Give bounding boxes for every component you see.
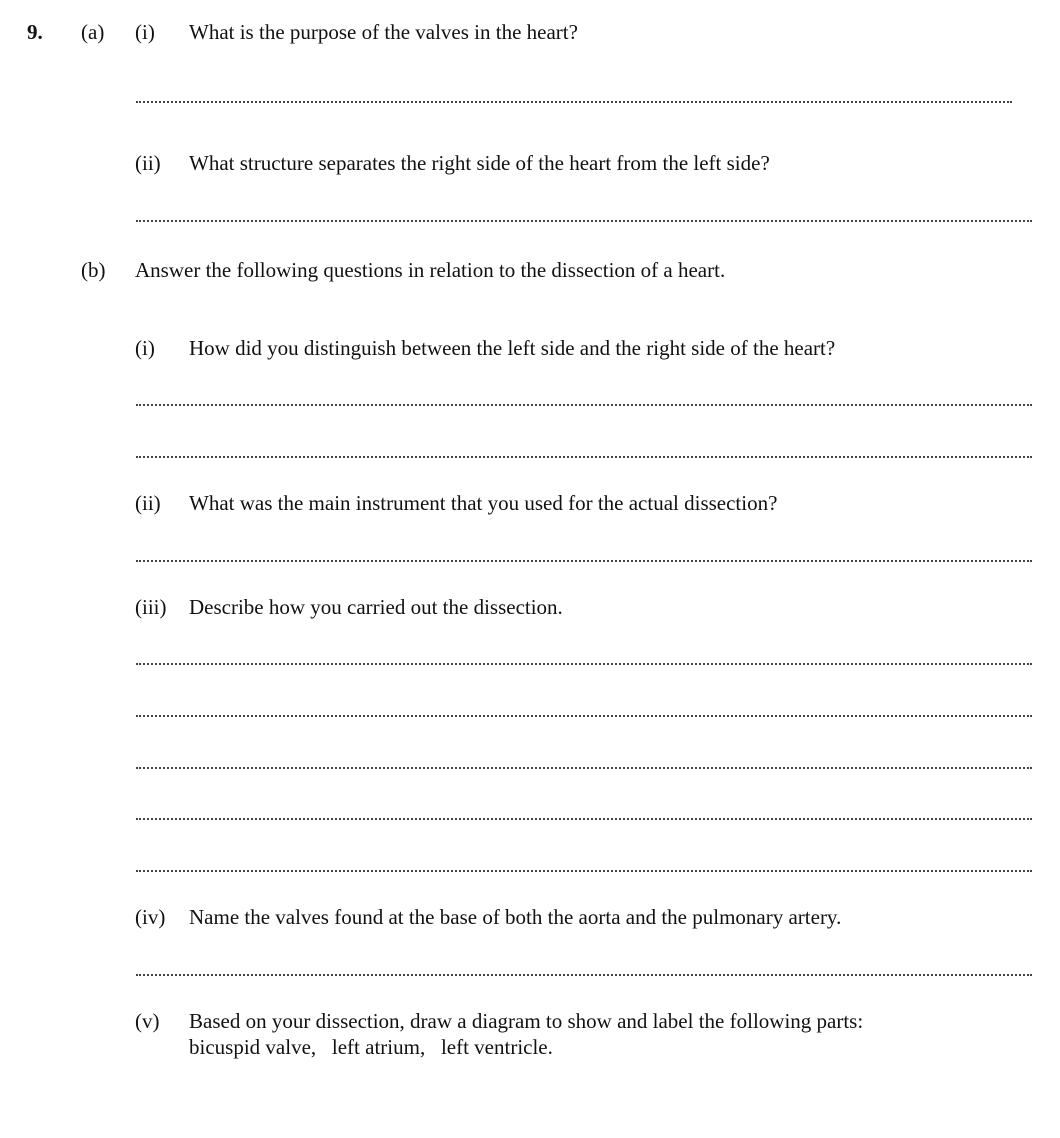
b-iv-question: Name the valves found at the base of both the aorta and the pulmonary artery. xyxy=(189,905,842,929)
a-ii-label: (ii) xyxy=(135,151,161,175)
question-number: 9. xyxy=(27,20,43,44)
a-i-label: (i) xyxy=(135,20,155,44)
b-ii-answer-line[interactable] xyxy=(136,560,1032,562)
b-i-question: How did you distinguish between the left side and the right side of the heart? xyxy=(189,336,836,360)
b-iii-answer-line-4[interactable] xyxy=(136,818,1032,820)
part-b-intro: Answer the following questions in relation to the dissection of a heart. xyxy=(135,258,726,282)
b-i-answer-line-1[interactable] xyxy=(136,404,1032,406)
b-v-parts-list: bicuspid valve, left atrium, left ventricle. xyxy=(189,1035,553,1059)
a-ii-answer-line[interactable] xyxy=(136,220,1032,222)
b-i-label: (i) xyxy=(135,336,155,360)
b-i-answer-line-2[interactable] xyxy=(136,456,1032,458)
b-iv-answer-line[interactable] xyxy=(136,974,1032,976)
b-ii-question: What was the main instrument that you used for the actual dissection? xyxy=(189,491,778,515)
b-iii-answer-line-3[interactable] xyxy=(136,767,1032,769)
b-iv-label: (iv) xyxy=(135,905,166,929)
b-iii-answer-line-2[interactable] xyxy=(136,715,1032,717)
part-a-label: (a) xyxy=(81,20,105,44)
a-i-answer-line[interactable] xyxy=(136,101,1012,103)
b-v-question: Based on your dissection, draw a diagram to show and label the following parts: xyxy=(189,1009,864,1033)
a-i-question: What is the purpose of the valves in the heart? xyxy=(189,20,578,44)
b-v-label: (v) xyxy=(135,1009,160,1033)
diagram-drawing-area[interactable] xyxy=(136,1070,1032,1130)
b-iii-label: (iii) xyxy=(135,595,167,619)
b-iii-question: Describe how you carried out the dissection. xyxy=(189,595,563,619)
b-iii-answer-line-5[interactable] xyxy=(136,870,1032,872)
a-ii-question: What structure separates the right side of the heart from the left side? xyxy=(189,151,770,175)
part-b-label: (b) xyxy=(81,258,106,282)
b-iii-answer-line-1[interactable] xyxy=(136,663,1032,665)
b-ii-label: (ii) xyxy=(135,491,161,515)
